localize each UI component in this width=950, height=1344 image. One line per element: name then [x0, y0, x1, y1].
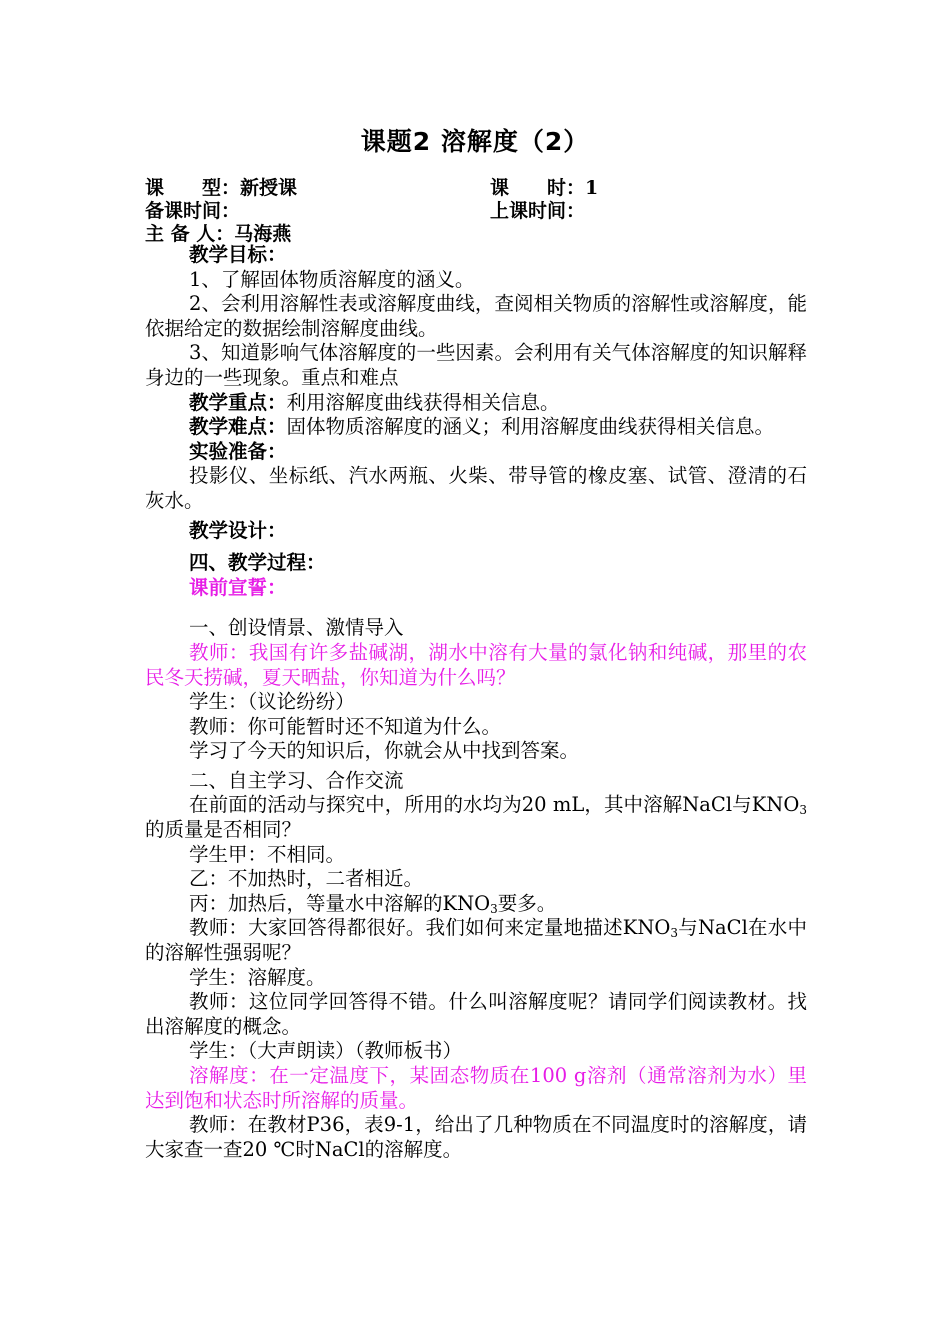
- student-yi: 乙：不加热时，二者相近。: [189, 867, 424, 891]
- section1-teacher-2: 教师：你可能暂时还不知道为什么。: [189, 714, 502, 738]
- section2-heading: 二、自主学习、合作交流: [189, 768, 404, 792]
- meta-row-2: [145, 199, 825, 223]
- hours-value: 1: [585, 177, 599, 199]
- teacher-quantify: [145, 916, 807, 965]
- key-point-label: 教学重点：: [189, 390, 287, 414]
- page-title: 课题2 溶解度（2）: [360, 127, 590, 156]
- q1-subscript: 3: [799, 803, 807, 818]
- design-heading: 教学设计：: [189, 518, 287, 542]
- q1-text-a: 在前面的活动与探究中，所用的水均为20 mL，其中溶解NaCl与KNO: [189, 793, 800, 817]
- class-time-label: 上课时间：: [490, 200, 586, 222]
- preparer-label: 主 备 人：: [145, 223, 235, 245]
- document-body: [145, 243, 807, 1162]
- difficulty-text: 固体物质溶解度的涵义；利用溶解度曲线获得相关信息。: [286, 415, 775, 439]
- bing-text-b: 要多。: [497, 891, 557, 915]
- key-point-text: 利用溶解度曲线获得相关信息。: [286, 390, 560, 414]
- prep-time-label: 备课时间：: [145, 200, 241, 222]
- section2-question-1: [145, 793, 807, 842]
- process-heading: 四、教学过程：: [189, 551, 326, 575]
- q1-text-b: 的质量是否相同？: [145, 818, 302, 842]
- prep-text: 投影仪、坐标纸、汽水两瓶、火柴、带导管的橡皮塞、试管、澄清的石灰水。: [145, 464, 807, 512]
- course-type-label: 课 型：: [145, 177, 241, 199]
- student-bing: [145, 892, 807, 917]
- meta-row-1: [145, 176, 825, 200]
- bing-text-a: 丙：加热后，等量水中溶解的KNO: [189, 891, 491, 915]
- bing-subscript: 3: [490, 901, 498, 916]
- teacher-table: 教师：在教材P36，表9-1，给出了几种物质在不同温度时的溶解度，请大家查一查20 ℃时NaCl的溶解度。: [145, 1113, 807, 1161]
- solubility-definition: 溶解度：在一定温度下，某固态物质在100 g溶剂（通常溶剂为水）里达到饱和状态时所溶解的质量。: [145, 1064, 807, 1112]
- section1-teacher-1: 教师：我国有许多盐碱湖，湖水中溶有大量的氯化钠和纯碱，那里的农民冬天捞碱，夏天晒盐，你知道为什么吗？: [145, 640, 807, 689]
- key-point: [145, 391, 807, 416]
- preparer-value: 马海燕: [234, 223, 292, 245]
- teacher-quantify-subscript: 3: [670, 926, 679, 941]
- difficulty: [145, 415, 807, 440]
- prep-heading: 实验准备：: [189, 439, 287, 463]
- goal-item-1: 1、了解固体物质溶解度的涵义。: [189, 267, 475, 291]
- goal-item-2: 2、会利用溶解性表或溶解度曲线，查阅相关物质的溶解性或溶解度，能依据给定的数据绘制溶解度曲线。: [145, 292, 807, 340]
- oath-heading: 课前宣誓：: [189, 575, 287, 599]
- hours-field: [490, 176, 598, 200]
- teacher-quantify-a: 教师：大家回答得都很好。我们如何来定量地描述KNO: [189, 916, 671, 940]
- teacher-definition-prompt: 教师：这位同学回答得不错。什么叫溶解度呢？请同学们阅读教材。找出溶解度的概念。: [145, 990, 807, 1038]
- section1-student-1: 学生：（议论纷纷）: [189, 690, 355, 714]
- section1-heading: 一、创设情景、激情导入: [189, 616, 404, 640]
- goal-item-3: 3、知道影响气体溶解度的一些因素。会利用有关气体溶解度的知识解释身边的一些现象。重点和难点: [145, 341, 807, 389]
- difficulty-label: 教学难点：: [189, 415, 287, 439]
- student-answer: 学生：溶解度。: [189, 965, 326, 989]
- section1-teacher-3: 学习了今天的知识后，你就会从中找到答案。: [189, 739, 580, 763]
- student-jia: 学生甲：不相同。: [189, 842, 346, 866]
- teacher-quantify-b: 与NaCl在水中的溶解性强弱呢？: [145, 916, 807, 965]
- hours-label: 课 时：: [490, 177, 586, 199]
- course-type-value: 新授课: [240, 177, 298, 199]
- goals-heading: 教学目标：: [189, 243, 287, 266]
- student-read: 学生：（大声朗读）（教师板书）: [189, 1039, 463, 1063]
